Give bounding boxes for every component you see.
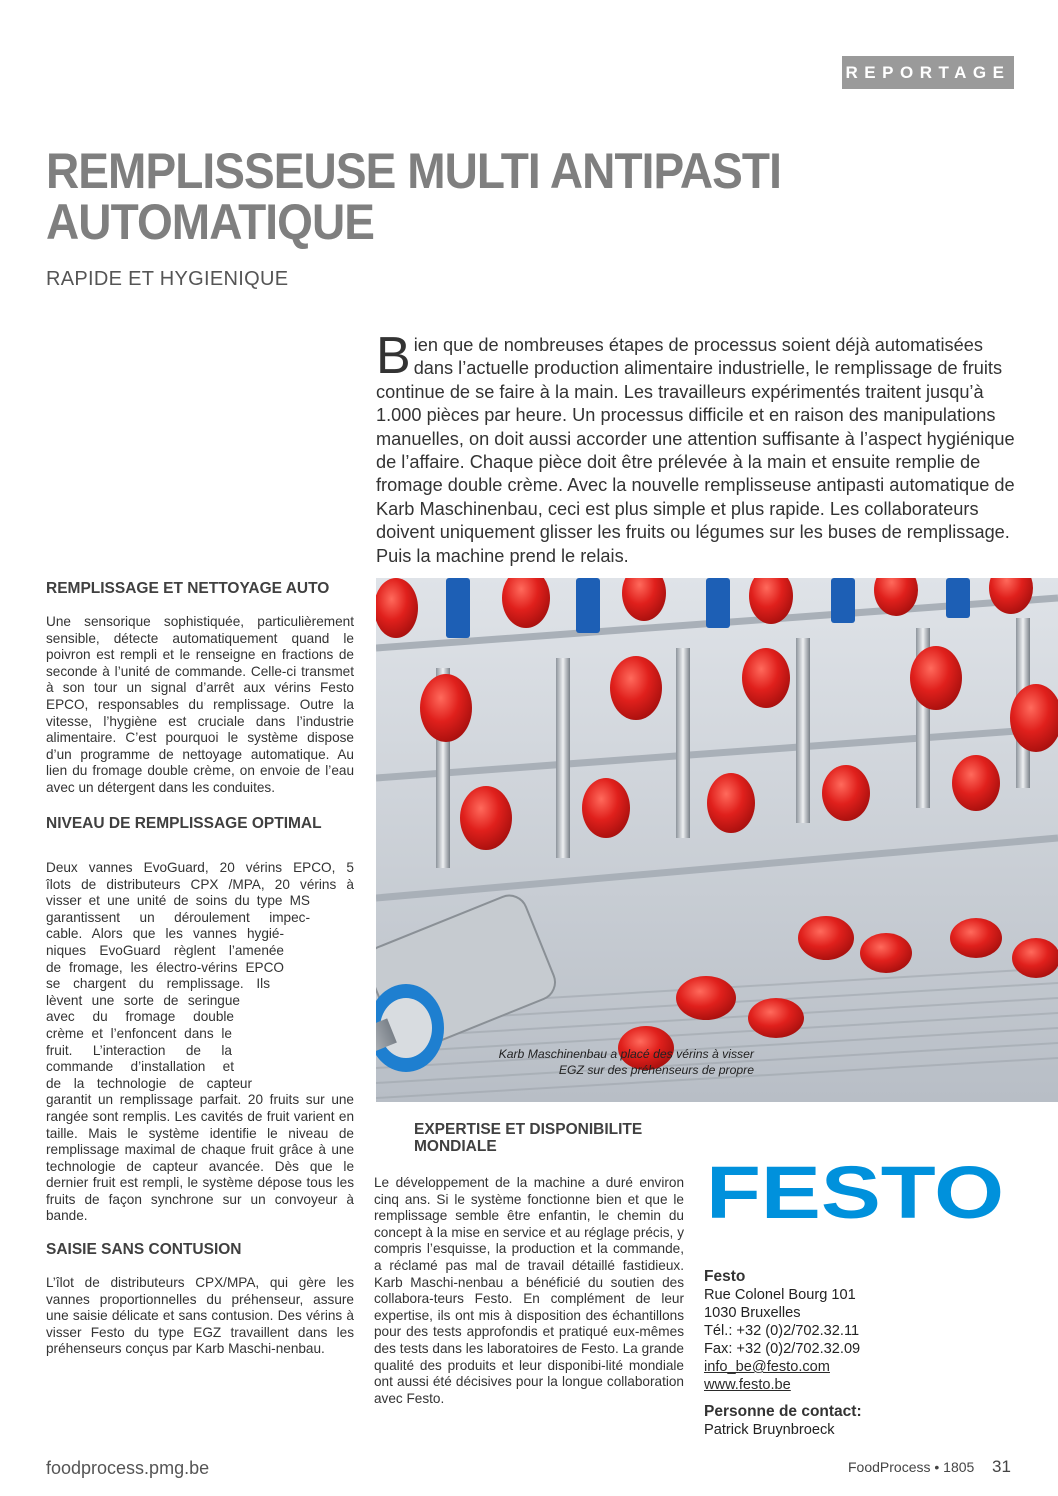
machine-photo-illustration	[376, 578, 1058, 1102]
section-text-4: Le développement de la machine a duré environ cinq ans. Si le système fonctionne bien et que le remplissage semble être enfantin, le chemin du concept à la mise en service et au réglage précis, y compris l’esquisse, la production et la commande, a réclamé pas mal de travail détaillé fastidieux. Karb Maschi-nenbau a bénéficié du soutien des collabora-teurs Festo. En complément de leur expertise, ils ont mis à disposition des échantillons pour des tests approfondis et pratiqué eux-mêmes des tests dans les laboratoires de Festo. La grande qualité des produits et leur disponibi-lité mondiale ont aussi été décisives pour la longue collaboration avec Festo.	[374, 1175, 684, 1406]
title-line-1: REMPLISSEUSE MULTI ANTIPASTI	[46, 143, 781, 199]
section-heading-2: NIVEAU DE REMPLISSAGE OPTIMAL	[46, 814, 322, 832]
text-line: garantissent un déroulement impec-	[46, 909, 310, 925]
text-line: crème et l’enfoncent dans le	[46, 1025, 232, 1041]
intro-text: ien que de nombreuses étapes de processus soient déjà automatisées dans l’actuelle production alimentaire industrielle, le remplissage de fruits continue de se faire à la main. Les travailleurs expérimentés traitent jusqu’à 1.000 pièces par heure. Un processus difficile et en raison des manipulations manuelles, on doit aussi accorder une attention suffisante à l’aspect hygiénique de l’affaire. Chaque pièce doit être prélevée à la main et ensuite remplie de fromage double crème. Avec la nouvelle remplisseuse antipasti automatique de Karb Maschinenbau, ceci est plus simple et plus rapide. Les collaborateurs doivent uniquement glisser les fruits ou légumes sur les buses de remplissage. Puis la machine prend le relais.	[376, 335, 1015, 566]
text-line: niques EvoGuard règlent l’amenée	[46, 942, 284, 958]
text-line: visser et une unité de soins du type MS	[46, 893, 310, 909]
festo-logo-text: FESTO	[706, 1160, 1004, 1224]
article-subtitle: RAPIDE ET HYGIENIQUE	[46, 268, 289, 290]
contact-street: Rue Colonel Bourg 101	[704, 1287, 856, 1303]
festo-logo-graphic	[706, 1160, 1006, 1224]
contact-city: 1030 Bruxelles	[704, 1305, 801, 1321]
text-line: lèvent une sorte de seringue	[46, 992, 240, 1008]
page-number: 31	[992, 1457, 1011, 1476]
text-line: de la technologie de capteur	[46, 1075, 252, 1091]
title-line-2: AUTOMATIQUE	[46, 194, 375, 250]
festo-logo	[706, 1160, 1006, 1224]
contact-email-link[interactable]: info_be@festo.com	[704, 1359, 830, 1375]
section-tag: REPORTAGE	[842, 56, 1014, 89]
contact-company: Festo	[704, 1268, 746, 1285]
footer-url[interactable]: foodprocess.pmg.be	[46, 1458, 210, 1478]
footer-magazine: FoodProcess • 1805	[848, 1459, 975, 1475]
text-line: se chargent du remplissage. Ils	[46, 976, 270, 992]
text-line: îlots de distributeurs CPX /MPA, 20 vérins à	[46, 876, 354, 892]
section-heading-3: SAISIE SANS CONTUSION	[46, 1241, 242, 1259]
section-heading-4	[414, 1121, 674, 1155]
section-text-2-rest: garantit un remplissage parfait. 20 fruits sur une rangée sont remplis. Les cavités de fruit varient en taille. Mais le système identifie le niveau de remplissage maximal de chaque fruit grâce à une technologie de capteur avancée. Dès que le dernier fruit est rempli, le système dépose tous les fruits de façon synchrone sur un convoyeur à bande.	[46, 1092, 354, 1224]
section-text-1: Une sensorique sophistiquée, particulièrement sensible, détecte automatiquement quand le poivron est rempli et le renseigne en fractions de seconde à l’unité de commande. Celle-ci transmet à son tour un signal d’arrêt aux vérins Festo EPCO, responsables du remplissage. Outre la vitesse, l’hygiène est cruciale dans l’industrie alimentaire. C’est pourquoi le système dispose d’un programme de nettoyage automatique. Au lien du fromage double crème, on envoie de l’eau avec un détergent dans les conduites.	[46, 614, 354, 795]
section-text-2-wrapped	[46, 860, 354, 1358]
contact-person-label: Personne de contact:	[704, 1403, 862, 1420]
intro-paragraph	[376, 327, 1016, 568]
section-heading-1: REMPLISSAGE ET NETTOYAGE AUTO	[46, 580, 330, 597]
left-column	[46, 580, 354, 849]
contact-fax: Fax: +32 (0)2/702.32.09	[704, 1341, 861, 1357]
contact-block	[704, 1268, 1004, 1439]
machine-photo	[376, 578, 1058, 1102]
contact-tel: Tél.: +32 (0)2/702.32.11	[704, 1323, 860, 1339]
section-heading-4-text: EXPERTISE ET DISPONIBILITE MONDIALE	[414, 1121, 643, 1155]
text-line: commande d’installation et	[46, 1059, 234, 1075]
contact-web-link[interactable]: www.festo.be	[704, 1377, 791, 1393]
text-line: Deux vannes EvoGuard, 20 vérins EPCO, 5	[46, 860, 354, 875]
photo-caption: Karb Maschinenbau a placé des vérins à visser EGZ sur des préhenseurs de propre	[498, 1047, 754, 1077]
text-line: fruit. L’interaction de la	[46, 1042, 232, 1058]
drop-cap: B	[376, 327, 411, 385]
contact-person: Patrick Bruynbroeck	[704, 1422, 835, 1438]
section-text-3: L’îlot de distributeurs CPX/MPA, qui gère les vannes proportionnelles du préhenseur, assure une saisie délicate et sans contusion. Des vérins à visser Festo du type EGZ travaillent dans les préhenseurs conçus par Karb Maschi-nenbau.	[46, 1275, 354, 1357]
text-line: avec du fromage double	[46, 1009, 234, 1025]
text-line: cable. Alors que les vannes hygié-	[46, 926, 284, 942]
text-line: de fromage, les électro-vérins EPCO	[46, 959, 284, 975]
article-title	[46, 143, 837, 250]
